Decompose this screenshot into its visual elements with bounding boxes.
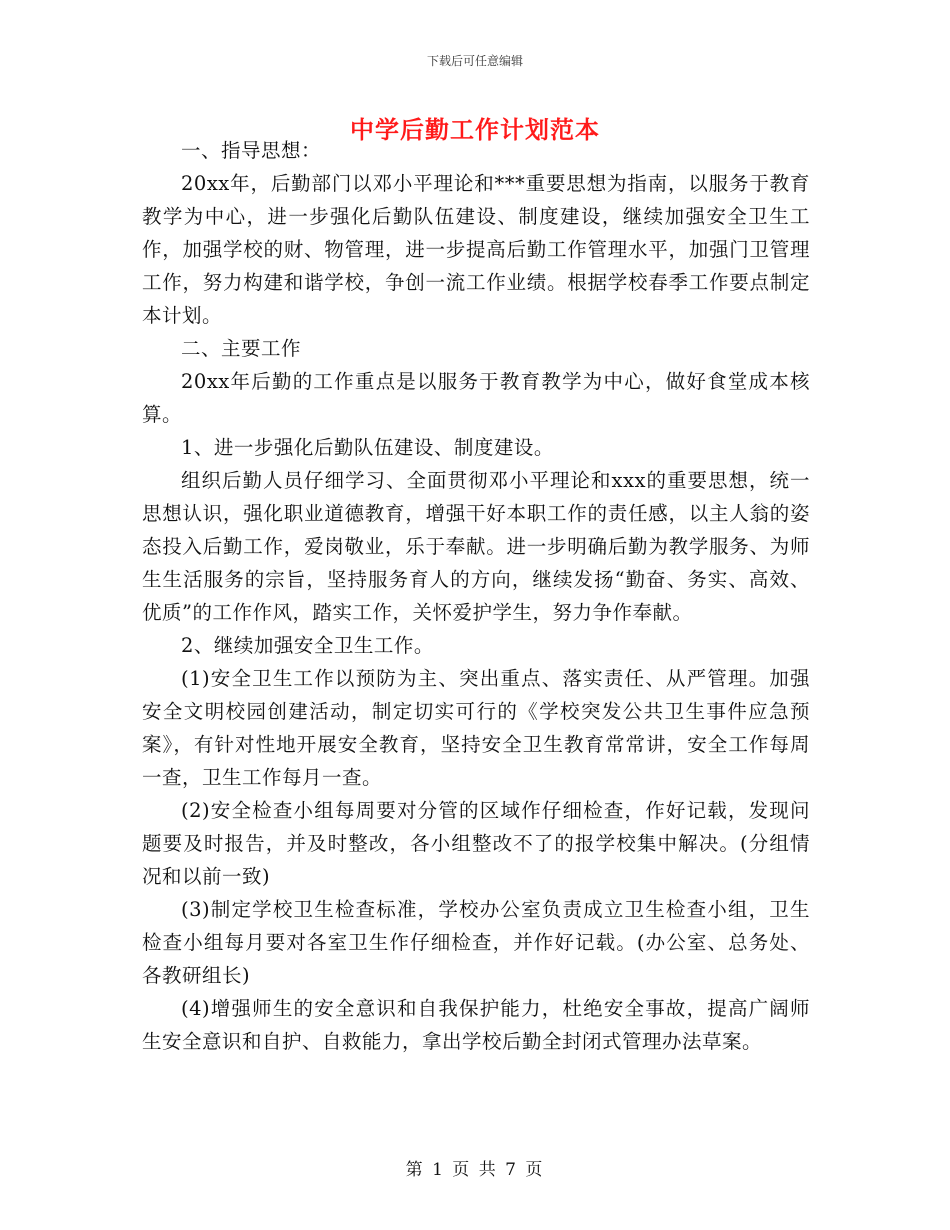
item-heading-team-building: 1、进一步强化后勤队伍建设、制度建设。 xyxy=(181,436,554,459)
document-title: 中学后勤工作计划范本 xyxy=(350,115,600,144)
paragraph-safety-3: (3)制定学校卫生检查标准，学校办公室负责成立卫生检查小组，卫生检查小组每月要对各室卫生作仔细检查，并作好记载。(办公室、总务处、各教研组长) xyxy=(142,898,810,987)
paragraph-safety-1: (1)安全卫生工作以预防为主、突出重点、落实责任、从严管理。加强安全文明校园创建活动，制定切实可行的《学校突发公共卫生事件应急预案》，有针对性地开展安全教育，坚持安全卫生教育常常讲，安全工作每周一查，卫生工作每月一查。 xyxy=(142,667,810,789)
paragraph-main-work-focus: 20xx年后勤的工作重点是以服务于教育教学为中心，做好食堂成本核算。 xyxy=(142,370,810,426)
page-number-footer: 第 1 页 共 7 页 xyxy=(405,1160,545,1180)
document-body xyxy=(142,134,810,1058)
paragraph-guiding-ideology: 20xx年，后勤部门以邓小平理论和***重要思想为指南，以服务于教育教学为中心，进一步强化后勤队伍建设、制度建设，继续加强安全卫生工作，加强学校的财、物管理，进一步提高后勤工作管理水平，加强门卫管理工作，努力构建和谐学校，争创一流工作业绩。根据学校春季工作要点制定本计划。 xyxy=(142,172,810,327)
item-heading-safety-hygiene: 2、继续加强安全卫生工作。 xyxy=(181,634,434,657)
paragraph-safety-2: (2)安全检查小组每周要对分管的区域作仔细检查，作好记载，发现问题要及时报告，并及时整改，各小组整改不了的报学校集中解决。(分组情况和以前一致) xyxy=(142,799,810,888)
header-note: 下载后可任意编辑 xyxy=(426,54,523,68)
section-heading-guiding-ideology: 一、指导思想： xyxy=(181,139,322,162)
section-heading-main-work: 二、主要工作 xyxy=(181,337,302,360)
paragraph-team-building: 组织后勤人员仔细学习、全面贯彻邓小平理论和xxx的重要思想，统一思想认识，强化职业道德教育，增强干好本职工作的责任感，以主人翁的姿态投入后勤工作，爱岗敬业，乐于奉献。进一步明确后勤为教学服务、为师生生活服务的宗旨，坚持服务育人的方向，继续发扬“勤奋、务实、高效、优质”的工作作风，踏实工作，关怀爱护学生，努力争作奉献。 xyxy=(142,469,810,624)
paragraph-safety-4: (4)增强师生的安全意识和自我保护能力，杜绝安全事故，提高广阔师生安全意识和自护、自救能力，拿出学校后勤全封闭式管理办法草案。 xyxy=(142,997,810,1053)
